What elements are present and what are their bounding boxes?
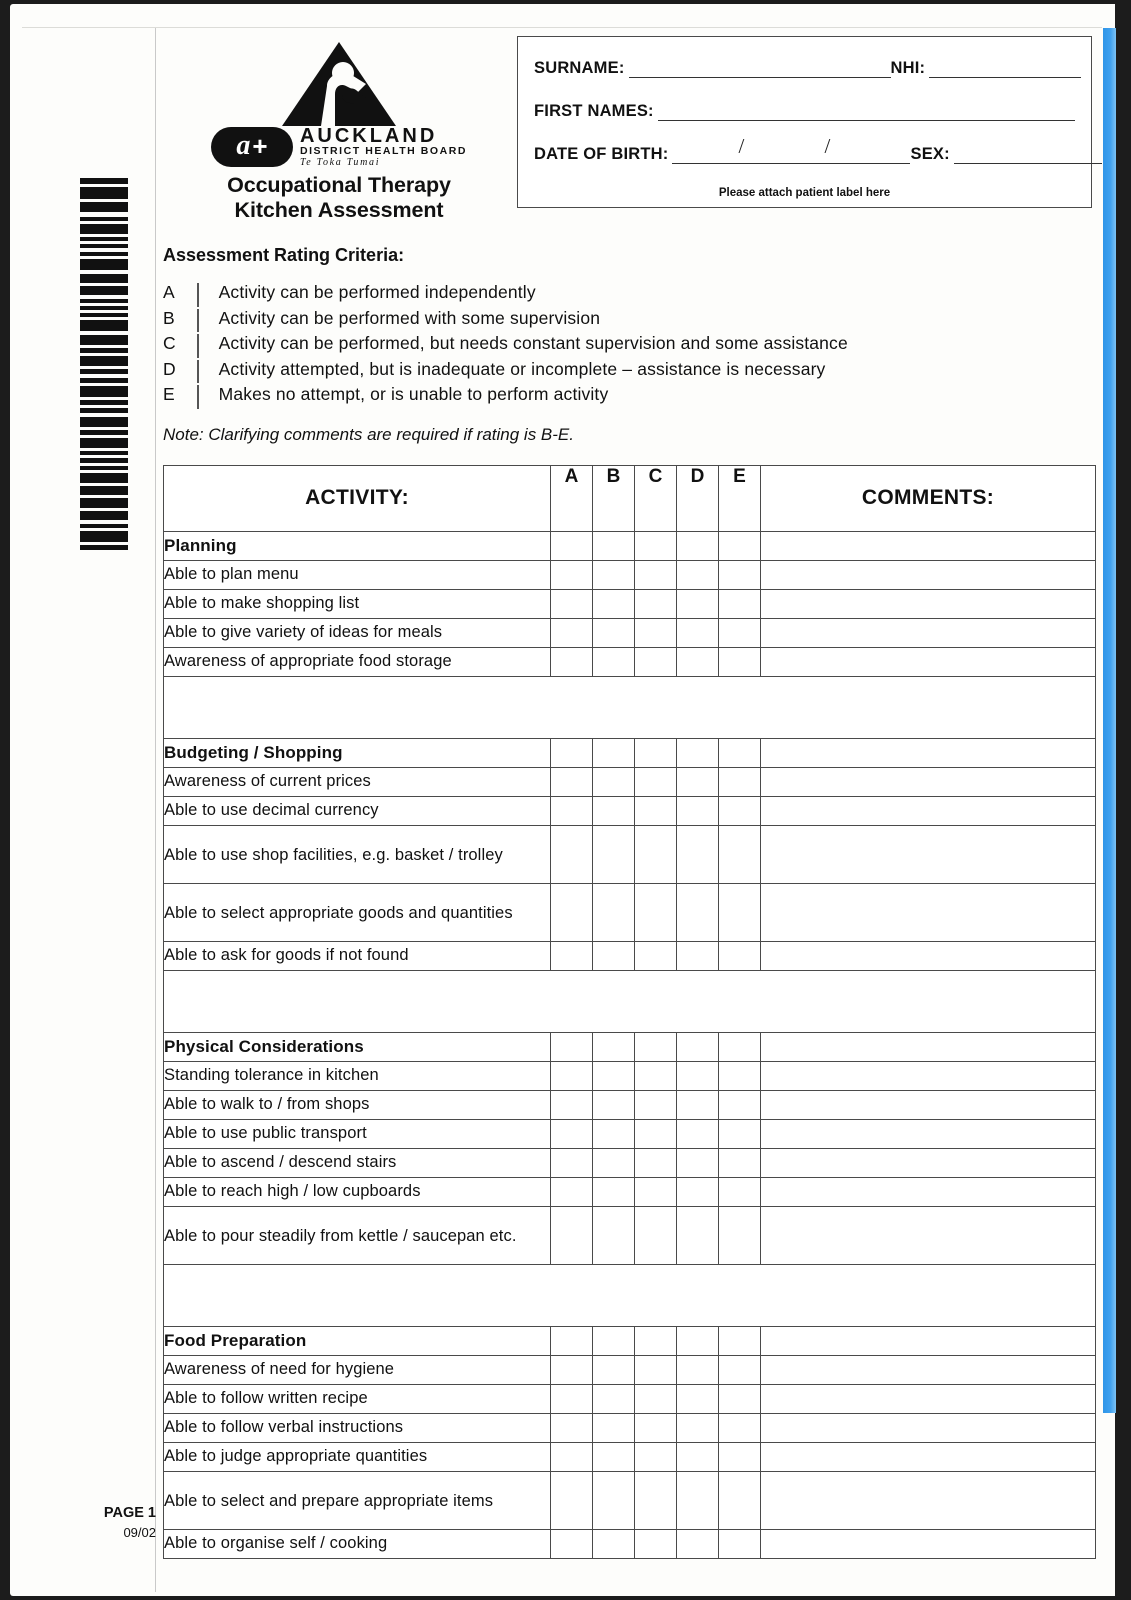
rating-checkbox-cell[interactable]	[593, 1119, 635, 1148]
activity-label: Awareness of current prices	[164, 767, 551, 796]
rating-checkbox-cell[interactable]	[677, 796, 719, 825]
rating-checkbox-cell[interactable]	[551, 1355, 593, 1384]
table-spacer-row	[164, 676, 1096, 738]
rating-checkbox-cell[interactable]	[635, 1032, 677, 1061]
comments-cell[interactable]	[761, 825, 1096, 883]
rating-checkbox-cell[interactable]	[593, 1326, 635, 1355]
comments-cell[interactable]	[761, 1529, 1096, 1558]
rating-checkbox-cell[interactable]	[635, 1061, 677, 1090]
rating-checkbox-cell[interactable]	[677, 1090, 719, 1119]
rating-checkbox-cell[interactable]	[593, 531, 635, 560]
rating-checkbox-cell[interactable]	[719, 1529, 761, 1558]
comments-cell[interactable]	[761, 1090, 1096, 1119]
criteria-letter: A	[163, 282, 175, 303]
header-rating-d: D	[677, 465, 719, 531]
comments-cell[interactable]	[761, 618, 1096, 647]
rating-checkbox-cell[interactable]	[677, 1032, 719, 1061]
rating-checkbox-cell[interactable]	[551, 1326, 593, 1355]
rating-checkbox-cell[interactable]	[719, 560, 761, 589]
table-spacer-row	[164, 970, 1096, 1032]
table-row	[164, 1061, 1096, 1090]
barcode-bar	[80, 531, 128, 542]
criteria-heading: Assessment Rating Criteria:	[163, 245, 405, 266]
table-row	[164, 589, 1096, 618]
comments-cell[interactable]	[761, 589, 1096, 618]
patient-label-instruction: Please attach patient label here	[718, 187, 891, 199]
rating-checkbox-cell[interactable]	[719, 738, 761, 767]
page-number: PAGE 1	[103, 1505, 156, 1521]
barcode-bar	[80, 259, 128, 270]
dob-slash-1: /	[738, 134, 745, 158]
activity-label: Able to plan menu	[164, 560, 551, 589]
rating-checkbox-cell[interactable]	[593, 560, 635, 589]
rating-checkbox-cell[interactable]	[635, 1529, 677, 1558]
activity-label: Able to walk to / from shops	[164, 1090, 551, 1119]
rating-checkbox-cell[interactable]	[635, 1471, 677, 1529]
rating-checkbox-cell[interactable]	[719, 767, 761, 796]
table-group-row	[164, 531, 1096, 560]
criteria-divider	[197, 360, 199, 384]
rating-checkbox-cell[interactable]	[719, 531, 761, 560]
rating-checkbox-cell[interactable]	[635, 883, 677, 941]
rating-checkbox-cell[interactable]	[719, 1061, 761, 1090]
rating-checkbox-cell[interactable]	[635, 531, 677, 560]
spacer-cell	[164, 970, 1096, 1032]
comments-cell[interactable]	[761, 647, 1096, 676]
criteria-text: Makes no attempt, or is unable to perform activity	[218, 384, 609, 405]
header-rating-b: B	[593, 465, 635, 531]
activity-label: Able to make shopping list	[164, 589, 551, 618]
rating-checkbox-cell[interactable]	[551, 767, 593, 796]
rating-checkbox-cell[interactable]	[677, 1529, 719, 1558]
activity-label: Able to select and prepare appropriate items	[164, 1471, 551, 1529]
rating-checkbox-cell[interactable]	[635, 1326, 677, 1355]
criteria-note: Note: Clarifying comments are required if rating is B-E.	[163, 424, 574, 444]
activity-label: Able to follow verbal instructions	[164, 1413, 551, 1442]
rating-checkbox-cell[interactable]	[551, 1206, 593, 1264]
table-group-row	[164, 738, 1096, 767]
rating-checkbox-cell[interactable]	[551, 531, 593, 560]
criteria-list	[163, 282, 1095, 410]
criteria-divider	[197, 309, 199, 333]
comments-cell[interactable]	[761, 738, 1096, 767]
comments-cell[interactable]	[761, 1471, 1096, 1529]
rating-checkbox-cell[interactable]	[593, 1413, 635, 1442]
assessment-table-body	[164, 531, 1096, 1558]
rating-checkbox-cell[interactable]	[593, 1061, 635, 1090]
rating-checkbox-cell[interactable]	[719, 647, 761, 676]
rating-checkbox-cell[interactable]	[719, 1119, 761, 1148]
rating-checkbox-cell[interactable]	[593, 825, 635, 883]
rating-checkbox-cell[interactable]	[677, 618, 719, 647]
rating-checkbox-cell[interactable]	[593, 1206, 635, 1264]
comments-cell[interactable]	[761, 1177, 1096, 1206]
activity-label: Awareness of appropriate food storage	[164, 647, 551, 676]
rating-checkbox-cell[interactable]	[677, 941, 719, 970]
rating-checkbox-cell[interactable]	[677, 1119, 719, 1148]
comments-cell[interactable]	[761, 1413, 1096, 1442]
rating-checkbox-cell[interactable]	[677, 738, 719, 767]
rating-checkbox-cell[interactable]	[677, 767, 719, 796]
first-names-field[interactable]	[658, 107, 1075, 121]
table-row	[164, 1148, 1096, 1177]
table-row	[164, 560, 1096, 589]
rating-checkbox-cell[interactable]	[593, 1384, 635, 1413]
table-row	[164, 1384, 1096, 1413]
rating-checkbox-cell[interactable]	[719, 883, 761, 941]
patient-label-box	[517, 36, 1092, 208]
rating-checkbox-cell[interactable]	[677, 1326, 719, 1355]
rating-checkbox-cell[interactable]	[593, 796, 635, 825]
criteria-letter: D	[163, 358, 176, 379]
rating-checkbox-cell[interactable]	[635, 767, 677, 796]
rating-checkbox-cell[interactable]	[677, 589, 719, 618]
rating-checkbox-cell[interactable]	[551, 1148, 593, 1177]
comments-cell[interactable]	[761, 1148, 1096, 1177]
rating-checkbox-cell[interactable]	[635, 1442, 677, 1471]
barcode-bar	[80, 286, 128, 295]
table-row	[164, 1119, 1096, 1148]
rating-checkbox-cell[interactable]	[593, 589, 635, 618]
activity-label: Able to follow written recipe	[164, 1384, 551, 1413]
criteria-row	[163, 359, 1095, 385]
rating-checkbox-cell[interactable]	[635, 1384, 677, 1413]
rating-checkbox-cell[interactable]	[635, 1148, 677, 1177]
criteria-divider	[197, 385, 199, 409]
rating-checkbox-cell[interactable]	[677, 1061, 719, 1090]
rating-checkbox-cell[interactable]	[677, 560, 719, 589]
table-row	[164, 1090, 1096, 1119]
barcode-bar	[80, 187, 128, 199]
rating-checkbox-cell[interactable]	[551, 941, 593, 970]
table-group-row	[164, 1326, 1096, 1355]
form-title-line-2: Kitchen Assessment	[234, 198, 444, 223]
rating-checkbox-cell[interactable]	[593, 1177, 635, 1206]
activity-label: Able to judge appropriate quantities	[164, 1442, 551, 1471]
rating-checkbox-cell[interactable]	[677, 1442, 719, 1471]
criteria-row	[163, 333, 1095, 359]
sex-label: SEX:	[910, 145, 950, 163]
rating-checkbox-cell[interactable]	[551, 1442, 593, 1471]
comments-cell[interactable]	[761, 1326, 1096, 1355]
rating-checkbox-cell[interactable]	[677, 1206, 719, 1264]
rating-checkbox-cell[interactable]	[551, 883, 593, 941]
barcode-bar	[80, 498, 128, 508]
table-row	[164, 941, 1096, 970]
comments-cell[interactable]	[761, 941, 1096, 970]
barcode-bar	[80, 356, 128, 366]
rating-checkbox-cell[interactable]	[635, 1206, 677, 1264]
rating-checkbox-cell[interactable]	[593, 883, 635, 941]
rating-checkbox-cell[interactable]	[593, 1090, 635, 1119]
rating-checkbox-cell[interactable]	[719, 1471, 761, 1529]
criteria-row	[163, 384, 1095, 410]
rating-checkbox-cell[interactable]	[719, 1090, 761, 1119]
activity-label: Awareness of need for hygiene	[164, 1355, 551, 1384]
barcode-bar	[80, 274, 128, 283]
rating-checkbox-cell[interactable]	[677, 1355, 719, 1384]
rating-checkbox-cell[interactable]	[635, 1413, 677, 1442]
rating-checkbox-cell[interactable]	[551, 825, 593, 883]
comments-cell[interactable]	[761, 1032, 1096, 1061]
header-rating-e: E	[719, 465, 761, 531]
brand-block	[163, 36, 515, 223]
rating-checkbox-cell[interactable]	[551, 1061, 593, 1090]
comments-cell[interactable]	[761, 560, 1096, 589]
barcode-bar	[80, 202, 128, 212]
rating-checkbox-cell[interactable]	[719, 1384, 761, 1413]
barcode-bar	[80, 335, 128, 345]
a-plus-badge-letter: a	[236, 130, 251, 162]
comments-cell[interactable]	[761, 1206, 1096, 1264]
form-revision-date: 09/02	[123, 1525, 156, 1540]
header-comments: COMMENTS:	[761, 465, 1096, 531]
criteria-letter: C	[163, 333, 176, 354]
criteria-letter: B	[163, 307, 175, 328]
rating-checkbox-cell[interactable]	[635, 1355, 677, 1384]
activity-label: Able to pour steadily from kettle / saucepan etc.	[164, 1206, 551, 1264]
rating-checkbox-cell[interactable]	[593, 618, 635, 647]
table-row	[164, 767, 1096, 796]
criteria-letter: E	[163, 384, 175, 405]
table-row	[164, 1442, 1096, 1471]
page-title	[163, 173, 515, 223]
rating-checkbox-cell[interactable]	[719, 941, 761, 970]
rating-checkbox-cell[interactable]	[719, 1032, 761, 1061]
rating-checkbox-cell[interactable]	[719, 1355, 761, 1384]
rating-checkbox-cell[interactable]	[719, 1148, 761, 1177]
rating-checkbox-cell[interactable]	[593, 767, 635, 796]
activity-label: Able to organise self / cooking	[164, 1529, 551, 1558]
comments-cell[interactable]	[761, 796, 1096, 825]
rating-checkbox-cell[interactable]	[719, 825, 761, 883]
table-header-row	[164, 465, 1096, 531]
table-row	[164, 1177, 1096, 1206]
rating-checkbox-cell[interactable]	[551, 1384, 593, 1413]
barcode	[80, 178, 128, 538]
sex-field[interactable]	[954, 150, 1102, 164]
rating-checkbox-cell[interactable]	[719, 589, 761, 618]
scanner-edge-strip	[1103, 28, 1116, 1413]
barcode-bar	[80, 438, 128, 448]
dob-slash-2: /	[824, 134, 831, 158]
rating-checkbox-cell[interactable]	[635, 796, 677, 825]
rating-checkbox-cell[interactable]	[635, 1177, 677, 1206]
activity-label: Able to use public transport	[164, 1119, 551, 1148]
comments-cell[interactable]	[761, 767, 1096, 796]
barcode-bar	[80, 417, 128, 427]
assessment-table	[163, 465, 1096, 1559]
rating-checkbox-cell[interactable]	[635, 1119, 677, 1148]
org-maori-name: Te Toka Tumai	[299, 157, 381, 169]
rating-checkbox-cell[interactable]	[635, 618, 677, 647]
rating-checkbox-cell[interactable]	[551, 560, 593, 589]
activity-label: Able to select appropriate goods and quantities	[164, 883, 551, 941]
rating-checkbox-cell[interactable]	[719, 1206, 761, 1264]
rating-checkbox-cell[interactable]	[635, 941, 677, 970]
criteria-text: Activity can be performed with some supervision	[218, 307, 601, 328]
criteria-row	[163, 282, 1095, 308]
rating-checkbox-cell[interactable]	[719, 796, 761, 825]
comments-cell[interactable]	[761, 883, 1096, 941]
rating-checkbox-cell[interactable]	[635, 589, 677, 618]
activity-label: Able to ask for goods if not found	[164, 941, 551, 970]
group-label: Physical Considerations	[164, 1032, 551, 1061]
activity-label: Able to use shop facilities, e.g. basket / trolley	[164, 825, 551, 883]
rating-checkbox-cell[interactable]	[551, 647, 593, 676]
rating-checkbox-cell[interactable]	[677, 1471, 719, 1529]
table-row	[164, 1413, 1096, 1442]
rating-checkbox-cell[interactable]	[551, 1032, 593, 1061]
barcode-bar	[80, 511, 128, 520]
rating-checkbox-cell[interactable]	[719, 1326, 761, 1355]
rating-checkbox-cell[interactable]	[551, 1413, 593, 1442]
barcode-bar	[80, 386, 128, 397]
group-label: Budgeting / Shopping	[164, 738, 551, 767]
rating-checkbox-cell[interactable]	[551, 618, 593, 647]
table-row	[164, 796, 1096, 825]
date-of-birth-field[interactable]	[672, 134, 910, 164]
rating-checkbox-cell[interactable]	[593, 1032, 635, 1061]
rating-checkbox-cell[interactable]	[635, 647, 677, 676]
org-name: AUCKLAND	[299, 125, 438, 147]
rating-checkbox-cell[interactable]	[635, 825, 677, 883]
table-spacer-row	[164, 1264, 1096, 1326]
page-fold-line	[155, 28, 156, 1592]
rating-checkbox-cell[interactable]	[719, 1442, 761, 1471]
comments-cell[interactable]	[761, 1384, 1096, 1413]
a-plus-badge-icon	[211, 127, 293, 167]
form-title-line-1: Occupational Therapy	[227, 173, 451, 198]
form-content	[163, 36, 1095, 1559]
surname-field[interactable]	[629, 64, 891, 78]
criteria-text: Activity can be performed independently	[218, 282, 536, 303]
rating-checkbox-cell[interactable]	[677, 1148, 719, 1177]
rating-checkbox-cell[interactable]	[677, 1413, 719, 1442]
rating-checkbox-cell[interactable]	[593, 1529, 635, 1558]
comments-cell[interactable]	[761, 1061, 1096, 1090]
activity-label: Able to use decimal currency	[164, 796, 551, 825]
criteria-row	[163, 308, 1095, 334]
rating-checkbox-cell[interactable]	[551, 1119, 593, 1148]
rating-checkbox-cell[interactable]	[593, 738, 635, 767]
spacer-cell	[164, 1264, 1096, 1326]
activity-label: Able to give variety of ideas for meals	[164, 618, 551, 647]
rating-checkbox-cell[interactable]	[677, 531, 719, 560]
rating-checkbox-cell[interactable]	[677, 825, 719, 883]
criteria-divider	[197, 283, 199, 307]
adhb-triangle-logo-icon	[163, 40, 515, 128]
activity-label: Standing tolerance in kitchen	[164, 1061, 551, 1090]
page-top-edge-line	[22, 27, 1102, 28]
rating-checkbox-cell[interactable]	[593, 1471, 635, 1529]
group-label: Food Preparation	[164, 1326, 551, 1355]
table-group-row	[164, 1032, 1096, 1061]
table-row	[164, 883, 1096, 941]
rating-checkbox-cell[interactable]	[719, 618, 761, 647]
comments-cell[interactable]	[761, 1442, 1096, 1471]
footer	[78, 1505, 156, 1540]
rating-checkbox-cell[interactable]	[593, 1442, 635, 1471]
table-row	[164, 1471, 1096, 1529]
table-row	[164, 618, 1096, 647]
table-row	[164, 1355, 1096, 1384]
criteria-divider	[197, 334, 199, 358]
rating-checkbox-cell[interactable]	[677, 1177, 719, 1206]
rating-checkbox-cell[interactable]	[635, 560, 677, 589]
table-row	[164, 1529, 1096, 1558]
first-names-label: FIRST NAMES:	[534, 102, 654, 120]
table-row	[164, 1206, 1096, 1264]
rating-checkbox-cell[interactable]	[551, 1529, 593, 1558]
rating-checkbox-cell[interactable]	[551, 1471, 593, 1529]
rating-checkbox-cell[interactable]	[593, 647, 635, 676]
barcode-bar	[80, 224, 128, 234]
rating-checkbox-cell[interactable]	[635, 738, 677, 767]
activity-label: Able to ascend / descend stairs	[164, 1148, 551, 1177]
header-rating-a: A	[551, 465, 593, 531]
barcode-bar	[80, 486, 128, 495]
activity-label: Able to reach high / low cupboards	[164, 1177, 551, 1206]
surname-label: SURNAME:	[534, 59, 625, 77]
rating-checkbox-cell[interactable]	[551, 589, 593, 618]
a-plus-badge-plus: +	[252, 130, 268, 161]
rating-checkbox-cell[interactable]	[551, 796, 593, 825]
date-of-birth-label: DATE OF BIRTH:	[534, 145, 669, 163]
barcode-bar	[80, 320, 128, 331]
rating-checkbox-cell[interactable]	[593, 1355, 635, 1384]
comments-cell[interactable]	[761, 1119, 1096, 1148]
table-row	[164, 825, 1096, 883]
barcode-bar	[80, 550, 128, 553]
comments-cell[interactable]	[761, 1355, 1096, 1384]
rating-checkbox-cell[interactable]	[719, 1413, 761, 1442]
rating-checkbox-cell[interactable]	[677, 647, 719, 676]
header-rating-c: C	[635, 465, 677, 531]
rating-checkbox-cell[interactable]	[635, 1090, 677, 1119]
rating-checkbox-cell[interactable]	[677, 883, 719, 941]
barcode-bar	[80, 473, 128, 483]
rating-checkbox-cell[interactable]	[593, 941, 635, 970]
rating-checkbox-cell[interactable]	[593, 1148, 635, 1177]
comments-cell[interactable]	[761, 531, 1096, 560]
criteria-text: Activity can be performed, but needs constant supervision and some assistance	[218, 333, 848, 354]
table-row	[164, 647, 1096, 676]
rating-checkbox-cell[interactable]	[677, 1384, 719, 1413]
nhi-field[interactable]	[929, 64, 1081, 78]
org-subtitle: DISTRICT HEALTH BOARD	[299, 145, 468, 158]
criteria-text: Activity attempted, but is inadequate or incomplete – assistance is necessary	[218, 358, 826, 379]
form-header	[163, 36, 1095, 223]
header-activity: ACTIVITY:	[164, 465, 551, 531]
rating-checkbox-cell[interactable]	[551, 1177, 593, 1206]
nhi-label: NHI:	[890, 59, 926, 77]
rating-checkbox-cell[interactable]	[719, 1177, 761, 1206]
adhb-wordmark	[163, 126, 515, 168]
rating-checkbox-cell[interactable]	[551, 1090, 593, 1119]
spacer-cell	[164, 676, 1096, 738]
rating-checkbox-cell[interactable]	[551, 738, 593, 767]
group-label: Planning	[164, 531, 551, 560]
